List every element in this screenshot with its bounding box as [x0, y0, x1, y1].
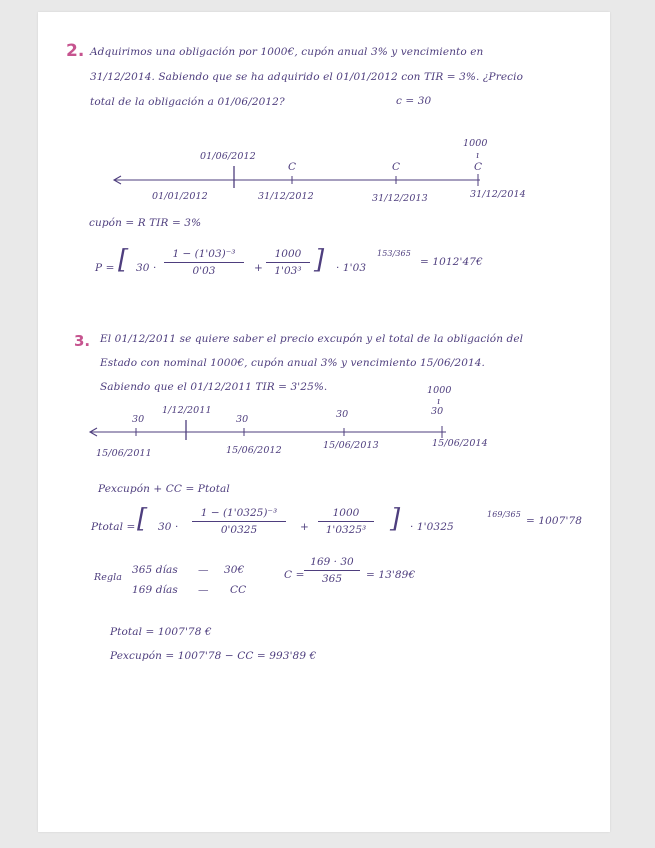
p3-annuity-denominator: 0'0325	[220, 524, 258, 536]
p2-result: = 1012'47€	[420, 256, 483, 268]
p3-date-1: 15/06/2011	[96, 448, 152, 459]
p3-formula-label: Ptotal =	[91, 521, 136, 533]
paper-sheet	[38, 12, 610, 832]
p2-nominal-denominator: 1'03³	[274, 265, 302, 277]
p2-first-term: 30 ·	[136, 262, 157, 274]
p2-statement-line3: total de la obligación a 01/06/2012?	[90, 96, 285, 108]
p3-date-2: 15/06/2012	[226, 445, 282, 456]
p3-final-mark: ı	[437, 396, 441, 407]
p3-cc-fraction	[304, 556, 360, 585]
p3-capitalisation: · 1'0325	[410, 521, 454, 533]
p3-coupon-label-3: 30	[336, 409, 349, 420]
p2-date-2: 31/12/2012	[258, 191, 314, 202]
p3-statement-line3: Sabiendo que el 01/12/2011 TIR = 3'25%.	[100, 381, 328, 393]
p3-rule-row2-left: 169 días	[132, 584, 178, 596]
p3-coupon-label-1: 30	[132, 414, 145, 425]
p3-rule-row1-left: 365 días	[132, 564, 178, 576]
p2-bracket-close: ]	[314, 245, 325, 275]
p3-statement-line2: Estado con nominal 1000€, cupón anual 3% y vencimiento 15/06/2014.	[100, 357, 485, 369]
p2-capitalisation: · 1'03	[336, 262, 367, 274]
p3-nominal-denominator: 1'0325³	[325, 524, 367, 536]
p3-plus: +	[300, 521, 309, 533]
p3-rule-row1-dash: —	[198, 564, 209, 576]
p2-cupon-rate: cupón = R TIR = 3%	[89, 217, 202, 229]
p3-nominal-numerator: 1000	[332, 507, 360, 519]
p3-cc-denominator: 365	[321, 573, 343, 585]
p2-date-4: 31/12/2014	[470, 189, 526, 200]
p2-annuity-fraction	[164, 248, 244, 277]
p2-coupon-value: c = 30	[396, 95, 432, 107]
p3-cc-numerator: 169 · 30	[310, 556, 354, 568]
p3-rule-row2-dash: —	[198, 584, 209, 596]
p3-annuity-fraction	[192, 507, 286, 536]
p2-exponent: 153/365	[377, 249, 411, 258]
p2-coupon-label-3: C	[474, 161, 483, 173]
p2-formula-label: P =	[95, 262, 115, 274]
p2-nominal-fraction	[266, 248, 310, 277]
p2-final-mark: ı	[476, 150, 480, 161]
p3-result: = 1007'78	[526, 515, 583, 527]
p3-date-4: 15/06/2014	[432, 438, 488, 449]
p3-first-term: 30 ·	[158, 521, 179, 533]
p2-final-amount: 1000	[463, 138, 488, 149]
p2-annuity-denominator: 0'03	[192, 265, 216, 277]
p2-date-1: 01/01/2012	[152, 191, 208, 202]
p2-annuity-numerator: 1 − (1'03)⁻³	[172, 248, 236, 260]
problem-3-number: 3.	[74, 332, 91, 350]
p2-nominal-numerator: 1000	[274, 248, 302, 260]
p3-relation: Pexcupón + CC = Ptotal	[98, 483, 230, 495]
p3-ptotal-line: Ptotal = 1007'78 €	[110, 626, 212, 638]
p2-plus: +	[254, 262, 263, 274]
p3-statement-line1: El 01/12/2011 se quiere saber el precio excupón y el total de la obligación del	[100, 333, 524, 345]
p3-annuity-numerator: 1 − (1'0325)⁻³	[200, 507, 278, 519]
p3-coupon-label-4: 30	[431, 406, 444, 417]
p3-bracket-close: ]	[390, 504, 401, 534]
p2-statement-line2: 31/12/2014. Sabiendo que se ha adquirido el 01/01/2012 con TIR = 3%. ¿Precio	[90, 71, 524, 83]
p3-date-3: 15/06/2013	[323, 440, 379, 451]
p3-pexcupon-line: Pexcupón = 1007'78 − CC = 993'89 €	[110, 650, 317, 662]
p3-final-amount: 1000	[427, 385, 452, 396]
p2-coupon-label-2: C	[392, 161, 401, 173]
p3-nominal-fraction	[318, 507, 374, 536]
p3-coupon-label-2: 30	[236, 414, 249, 425]
p3-rule-row1-right: 30€	[224, 564, 245, 576]
p3-cc-label: C =	[284, 569, 305, 581]
p3-exponent: 169/365	[487, 510, 521, 519]
p2-coupon-label-1: C	[288, 161, 297, 173]
p3-valuation-date: 1/12/2011	[162, 405, 212, 416]
p2-purchase-date: 01/06/2012	[200, 151, 256, 162]
p3-rule-row2-right: CC	[230, 584, 247, 596]
problem-2-number: 2.	[66, 41, 85, 61]
p2-statement-line1: Adquirimos una obligación por 1000€, cupón anual 3% y vencimiento en	[90, 46, 484, 58]
p3-rule-prefix: Regla	[94, 572, 123, 583]
p2-bracket-open: [	[118, 245, 129, 275]
p3-bracket-open: [	[137, 504, 148, 534]
p3-cc-result: = 13'89€	[366, 569, 416, 581]
p2-date-3: 31/12/2013	[372, 193, 428, 204]
